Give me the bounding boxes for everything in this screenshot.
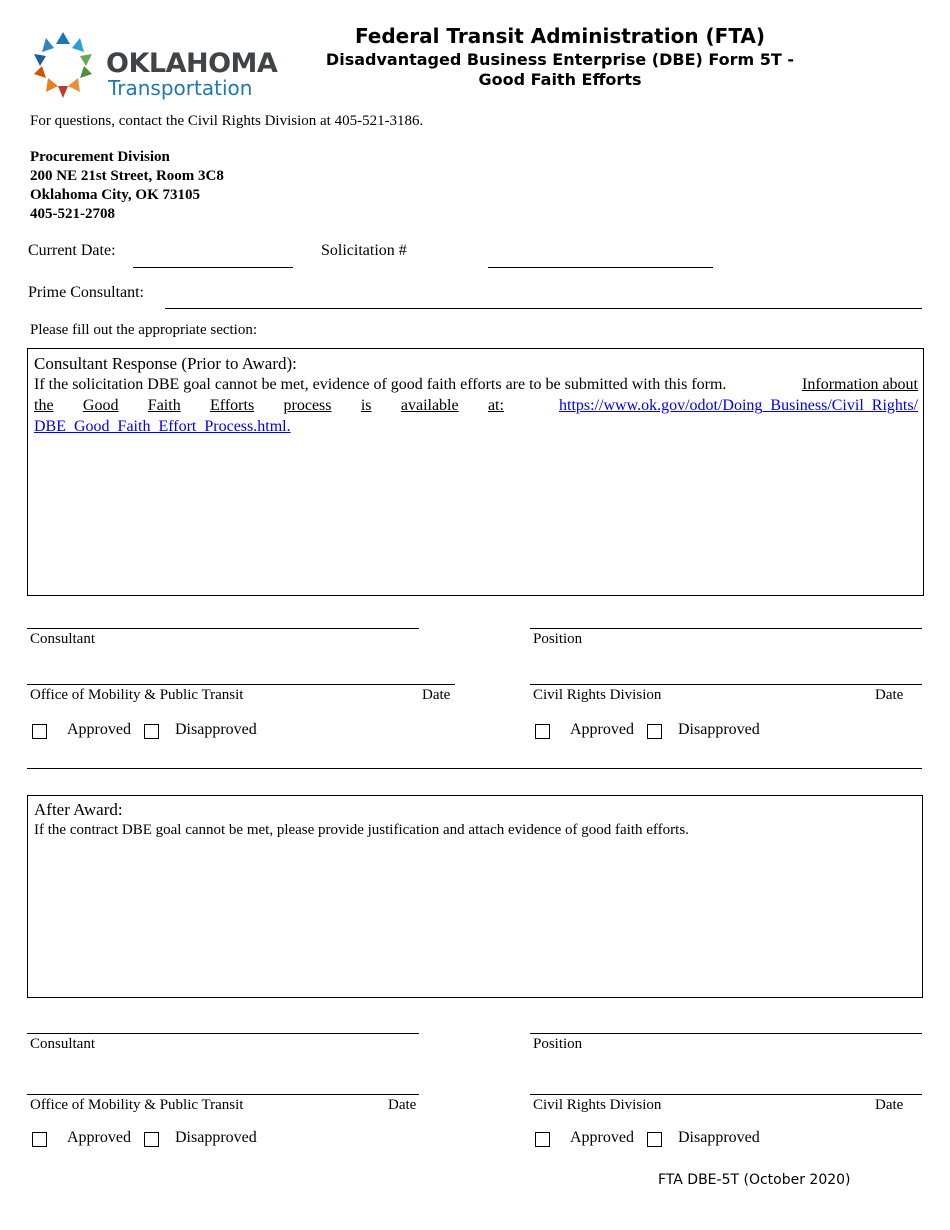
approved-checkbox[interactable] <box>32 1132 47 1147</box>
disapproved-checkbox[interactable] <box>647 1132 662 1147</box>
disapproved-label: Disapproved <box>678 1129 760 1146</box>
form-subtitle-2: Good Faith Efforts <box>478 70 642 89</box>
disapproved-checkbox[interactable] <box>144 1132 159 1147</box>
solicitation-field[interactable] <box>488 267 713 268</box>
civil-rights-signature-line[interactable] <box>530 1094 922 1095</box>
disapproved-checkbox[interactable] <box>144 724 159 739</box>
info-about-text: Information about <box>802 376 918 393</box>
info-word: available <box>400 397 459 414</box>
form-footer: FTA DBE-5T (October 2020) <box>658 1172 851 1188</box>
approved-label: Approved <box>570 1129 634 1146</box>
current-date-field[interactable] <box>133 267 293 268</box>
approved-label: Approved <box>67 721 131 738</box>
section-divider <box>27 768 922 769</box>
position-signature-line[interactable] <box>530 628 922 629</box>
logo-wordmark: OKLAHOMA <box>106 48 278 79</box>
date-label: Date <box>875 1097 904 1113</box>
address-line: 405-521-2708 <box>30 206 115 222</box>
prior-award-heading: Consultant Response (Prior to Award): <box>34 354 297 373</box>
position-signature-line[interactable] <box>530 1033 922 1034</box>
current-date-label: Current Date: <box>28 242 116 259</box>
approved-checkbox[interactable] <box>535 1132 550 1147</box>
prior-award-sentence: If the solicitation DBE goal cannot be met, evidence of good faith efforts are to be submitted with this form. <box>34 376 727 393</box>
civil-rights-label: Civil Rights Division <box>533 687 662 703</box>
office-label: Office of Mobility & Public Transit <box>30 687 244 703</box>
after-award-text: If the contract DBE goal cannot be met, please provide justification and attach evidence of good faith efforts. <box>34 822 689 838</box>
disapproved-label: Disapproved <box>678 721 760 738</box>
contact-text: For questions, contact the Civil Rights Division at 405-521-3186. <box>30 113 424 129</box>
disapproved-label: Disapproved <box>175 1129 257 1146</box>
civil-rights-signature-line[interactable] <box>530 684 922 685</box>
consultant-signature-line[interactable] <box>27 628 419 629</box>
form-title: Federal Transit Administration (FTA) <box>354 24 766 48</box>
info-word: Good <box>82 397 119 414</box>
info-word: Efforts <box>210 397 255 414</box>
office-label: Office of Mobility & Public Transit <box>30 1097 244 1113</box>
address-line: Oklahoma City, OK 73105 <box>30 187 201 203</box>
date-label: Date <box>422 687 451 703</box>
office-signature-line[interactable] <box>27 1094 419 1095</box>
gfe-link-cont[interactable]: DBE_Good_Faith_Effort_Process.html. <box>34 418 291 435</box>
approved-label: Approved <box>67 1129 131 1146</box>
odot-logo <box>28 30 278 100</box>
consultant-label: Consultant <box>30 1036 96 1052</box>
info-line <box>34 397 504 415</box>
instruction-text: Please fill out the appropriate section: <box>30 322 258 338</box>
logo-subtitle: Transportation <box>108 76 253 100</box>
position-label: Position <box>533 631 583 647</box>
consultant-label: Consultant <box>30 631 96 647</box>
disapproved-checkbox[interactable] <box>647 724 662 739</box>
info-word: is <box>360 397 372 414</box>
form-subtitle: Disadvantaged Business Enterprise (DBE) Form 5T - <box>325 50 795 69</box>
gfe-link[interactable]: https://www.ok.gov/odot/Doing_Business/Civil_Rights/ <box>559 397 918 414</box>
consultant-signature-line[interactable] <box>27 1033 419 1034</box>
address-line: 200 NE 21st Street, Room 3C8 <box>30 168 224 184</box>
date-label: Date <box>875 687 904 703</box>
solicitation-label: Solicitation # <box>321 242 407 259</box>
office-signature-line[interactable] <box>27 684 455 685</box>
info-word: the <box>34 397 54 414</box>
approved-checkbox[interactable] <box>535 724 550 739</box>
date-label: Date <box>388 1097 417 1113</box>
prime-consultant-label: Prime Consultant: <box>28 284 144 301</box>
civil-rights-label: Civil Rights Division <box>533 1097 662 1113</box>
info-word: process <box>283 397 332 414</box>
prior-award-text <box>34 376 918 394</box>
info-word: at: <box>487 397 504 414</box>
star-logo-icon <box>28 30 98 100</box>
after-award-heading: After Award: <box>34 800 123 819</box>
info-word: Faith <box>147 397 181 414</box>
approved-checkbox[interactable] <box>32 724 47 739</box>
position-label: Position <box>533 1036 583 1052</box>
approved-label: Approved <box>570 721 634 738</box>
prime-consultant-field[interactable] <box>165 308 922 309</box>
disapproved-label: Disapproved <box>175 721 257 738</box>
address-line: Procurement Division <box>30 149 170 165</box>
